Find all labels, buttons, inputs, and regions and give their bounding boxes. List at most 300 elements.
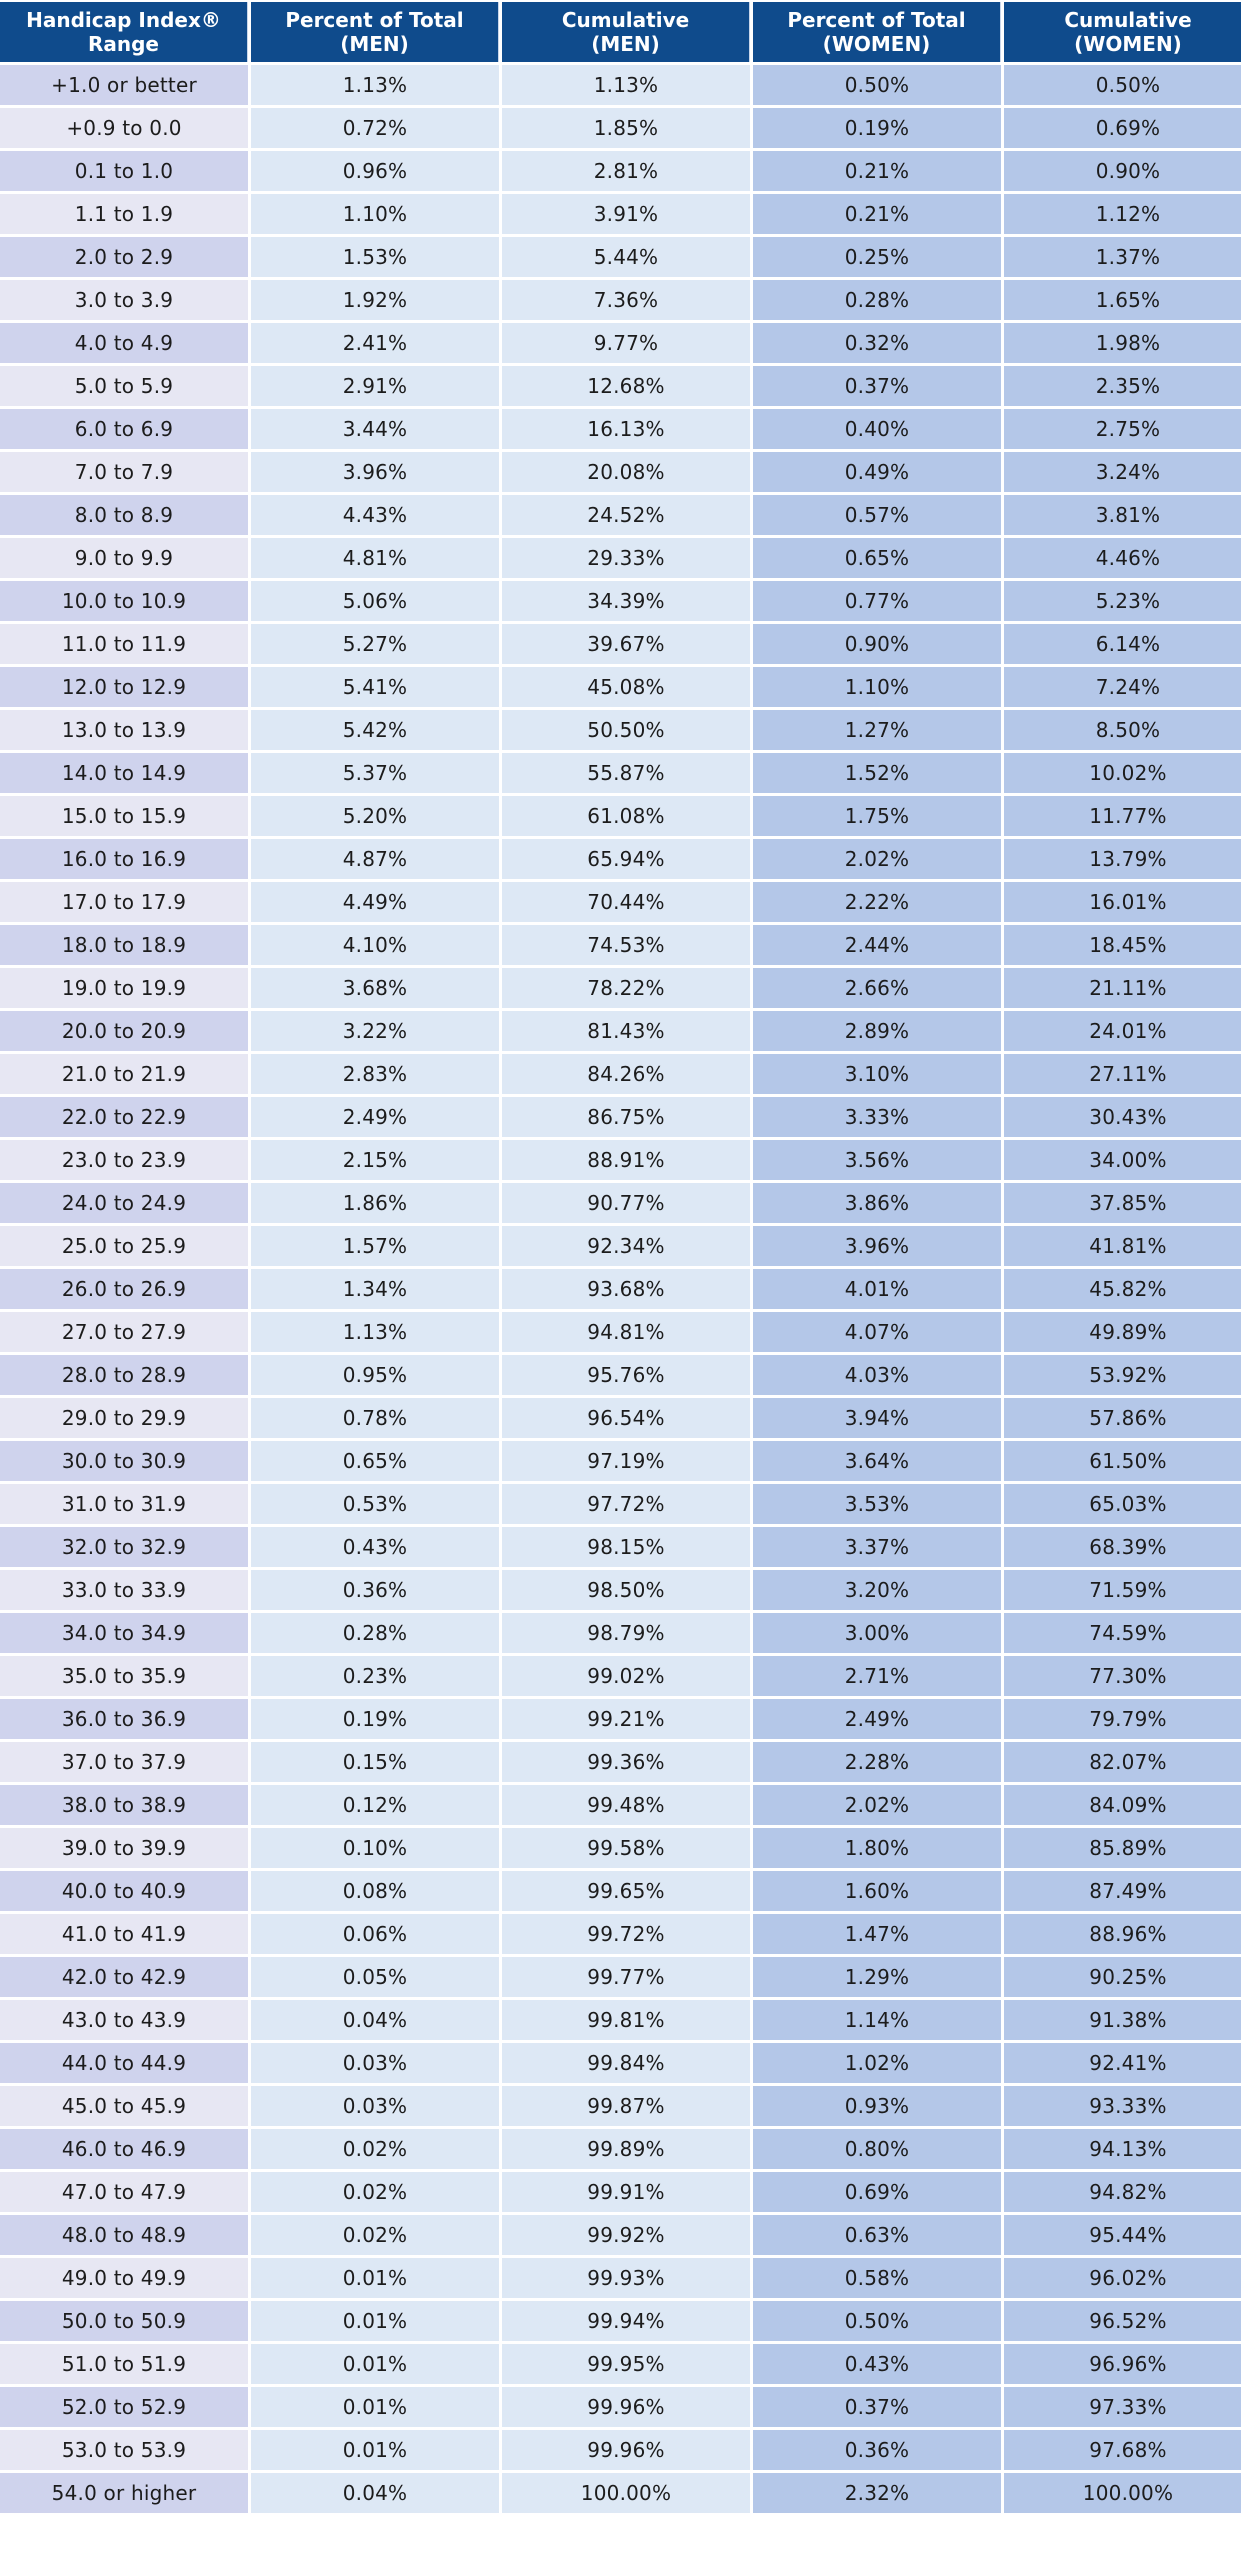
women-percent-cell: 3.33% xyxy=(753,1097,1001,1137)
women-cumulative-cell: 13.79% xyxy=(1004,839,1241,879)
men-cumulative-cell: 97.72% xyxy=(502,1484,750,1524)
men-cumulative-cell: 20.08% xyxy=(502,452,750,492)
range-cell: 28.0 to 28.9 xyxy=(0,1355,248,1395)
men-cumulative-cell: 5.44% xyxy=(502,237,750,277)
table-row xyxy=(0,1312,1241,1352)
table-row xyxy=(0,581,1241,621)
table-row xyxy=(0,839,1241,879)
women-percent-cell: 2.02% xyxy=(753,839,1001,879)
range-cell: 35.0 to 35.9 xyxy=(0,1656,248,1696)
women-cumulative-cell: 27.11% xyxy=(1004,1054,1241,1094)
women-cumulative-cell: 49.89% xyxy=(1004,1312,1241,1352)
women-percent-cell: 3.94% xyxy=(753,1398,1001,1438)
women-cumulative-cell: 96.52% xyxy=(1004,2301,1241,2341)
range-cell: 41.0 to 41.9 xyxy=(0,1914,248,1954)
men-percent-cell: 4.43% xyxy=(251,495,499,535)
men-cumulative-cell: 99.77% xyxy=(502,1957,750,1997)
women-percent-cell: 0.28% xyxy=(753,280,1001,320)
men-percent-cell: 3.22% xyxy=(251,1011,499,1051)
table-row xyxy=(0,1699,1241,1739)
range-cell: 14.0 to 14.9 xyxy=(0,753,248,793)
men-cumulative-cell: 96.54% xyxy=(502,1398,750,1438)
men-percent-cell: 5.20% xyxy=(251,796,499,836)
range-cell: +0.9 to 0.0 xyxy=(0,108,248,148)
table-row xyxy=(0,2344,1241,2384)
table-row xyxy=(0,1742,1241,1782)
table-row xyxy=(0,710,1241,750)
women-percent-cell: 0.58% xyxy=(753,2258,1001,2298)
men-percent-cell: 4.49% xyxy=(251,882,499,922)
men-percent-cell: 0.01% xyxy=(251,2430,499,2470)
men-cumulative-cell: 34.39% xyxy=(502,581,750,621)
women-cumulative-cell: 11.77% xyxy=(1004,796,1241,836)
women-percent-cell: 1.10% xyxy=(753,667,1001,707)
men-percent-cell: 0.36% xyxy=(251,1570,499,1610)
table-row xyxy=(0,2086,1241,2126)
women-cumulative-cell: 96.96% xyxy=(1004,2344,1241,2384)
women-cumulative-cell: 24.01% xyxy=(1004,1011,1241,1051)
men-cumulative-cell: 99.95% xyxy=(502,2344,750,2384)
men-cumulative-cell: 24.52% xyxy=(502,495,750,535)
table-row xyxy=(0,1527,1241,1567)
women-cumulative-cell: 91.38% xyxy=(1004,2000,1241,2040)
header-men-cumulative-line2: (MEN) xyxy=(591,32,660,56)
men-percent-cell: 0.02% xyxy=(251,2215,499,2255)
women-percent-cell: 1.60% xyxy=(753,1871,1001,1911)
men-cumulative-cell: 55.87% xyxy=(502,753,750,793)
table-row xyxy=(0,667,1241,707)
range-cell: 19.0 to 19.9 xyxy=(0,968,248,1008)
women-cumulative-cell: 92.41% xyxy=(1004,2043,1241,2083)
men-cumulative-cell: 99.81% xyxy=(502,2000,750,2040)
women-cumulative-cell: 96.02% xyxy=(1004,2258,1241,2298)
women-cumulative-cell: 2.35% xyxy=(1004,366,1241,406)
men-cumulative-cell: 98.50% xyxy=(502,1570,750,1610)
range-cell: 36.0 to 36.9 xyxy=(0,1699,248,1739)
women-percent-cell: 3.20% xyxy=(753,1570,1001,1610)
women-cumulative-cell: 21.11% xyxy=(1004,968,1241,1008)
women-cumulative-cell: 16.01% xyxy=(1004,882,1241,922)
men-cumulative-cell: 93.68% xyxy=(502,1269,750,1309)
men-cumulative-cell: 99.96% xyxy=(502,2387,750,2427)
range-cell: 38.0 to 38.9 xyxy=(0,1785,248,1825)
men-cumulative-cell: 99.91% xyxy=(502,2172,750,2212)
table-row xyxy=(0,1097,1241,1137)
women-cumulative-cell: 4.46% xyxy=(1004,538,1241,578)
women-cumulative-cell: 30.43% xyxy=(1004,1097,1241,1137)
header-range-line2: Range xyxy=(87,32,159,56)
range-cell: 7.0 to 7.9 xyxy=(0,452,248,492)
women-cumulative-cell: 1.37% xyxy=(1004,237,1241,277)
range-cell: 17.0 to 17.9 xyxy=(0,882,248,922)
table-body xyxy=(0,65,1241,2513)
men-cumulative-cell: 88.91% xyxy=(502,1140,750,1180)
table-row xyxy=(0,237,1241,277)
women-percent-cell: 2.49% xyxy=(753,1699,1001,1739)
table-row xyxy=(0,2258,1241,2298)
men-percent-cell: 1.92% xyxy=(251,280,499,320)
men-percent-cell: 4.87% xyxy=(251,839,499,879)
men-percent-cell: 0.12% xyxy=(251,1785,499,1825)
women-percent-cell: 3.86% xyxy=(753,1183,1001,1223)
women-percent-cell: 0.32% xyxy=(753,323,1001,363)
table-row xyxy=(0,882,1241,922)
range-cell: 5.0 to 5.9 xyxy=(0,366,248,406)
range-cell: 53.0 to 53.9 xyxy=(0,2430,248,2470)
men-percent-cell: 0.15% xyxy=(251,1742,499,1782)
men-cumulative-cell: 3.91% xyxy=(502,194,750,234)
table-row xyxy=(0,452,1241,492)
table-row xyxy=(0,2473,1241,2513)
men-cumulative-cell: 39.67% xyxy=(502,624,750,664)
table-row xyxy=(0,2172,1241,2212)
men-percent-cell: 2.83% xyxy=(251,1054,499,1094)
range-cell: 10.0 to 10.9 xyxy=(0,581,248,621)
table-row xyxy=(0,108,1241,148)
women-percent-cell: 1.14% xyxy=(753,2000,1001,2040)
men-percent-cell: 0.01% xyxy=(251,2387,499,2427)
women-cumulative-cell: 18.45% xyxy=(1004,925,1241,965)
women-percent-cell: 1.75% xyxy=(753,796,1001,836)
header-men-cumulative-line1: Cumulative xyxy=(561,8,690,32)
men-cumulative-cell: 99.87% xyxy=(502,2086,750,2126)
men-cumulative-cell: 99.72% xyxy=(502,1914,750,1954)
women-percent-cell: 1.29% xyxy=(753,1957,1001,1997)
men-cumulative-cell: 92.34% xyxy=(502,1226,750,1266)
men-percent-cell: 1.86% xyxy=(251,1183,499,1223)
women-cumulative-cell: 7.24% xyxy=(1004,667,1241,707)
table-row xyxy=(0,323,1241,363)
men-cumulative-cell: 74.53% xyxy=(502,925,750,965)
men-percent-cell: 5.37% xyxy=(251,753,499,793)
men-cumulative-cell: 12.68% xyxy=(502,366,750,406)
women-cumulative-cell: 37.85% xyxy=(1004,1183,1241,1223)
table-row xyxy=(0,366,1241,406)
range-cell: 45.0 to 45.9 xyxy=(0,2086,248,2126)
women-percent-cell: 0.50% xyxy=(753,65,1001,105)
men-cumulative-cell: 99.96% xyxy=(502,2430,750,2470)
men-cumulative-cell: 99.92% xyxy=(502,2215,750,2255)
table-row xyxy=(0,65,1241,105)
range-cell: 16.0 to 16.9 xyxy=(0,839,248,879)
men-cumulative-cell: 99.93% xyxy=(502,2258,750,2298)
table-row xyxy=(0,2129,1241,2169)
men-percent-cell: 0.95% xyxy=(251,1355,499,1395)
men-percent-cell: 1.13% xyxy=(251,1312,499,1352)
range-cell: 26.0 to 26.9 xyxy=(0,1269,248,1309)
men-percent-cell: 0.78% xyxy=(251,1398,499,1438)
men-cumulative-cell: 99.02% xyxy=(502,1656,750,1696)
women-percent-cell: 0.49% xyxy=(753,452,1001,492)
header-range xyxy=(0,2,248,62)
women-percent-cell: 0.65% xyxy=(753,538,1001,578)
table-row xyxy=(0,1828,1241,1868)
women-percent-cell: 3.53% xyxy=(753,1484,1001,1524)
women-percent-cell: 2.22% xyxy=(753,882,1001,922)
men-cumulative-cell: 94.81% xyxy=(502,1312,750,1352)
women-cumulative-cell: 94.82% xyxy=(1004,2172,1241,2212)
range-cell: 49.0 to 49.9 xyxy=(0,2258,248,2298)
men-percent-cell: 3.44% xyxy=(251,409,499,449)
men-cumulative-cell: 100.00% xyxy=(502,2473,750,2513)
men-cumulative-cell: 45.08% xyxy=(502,667,750,707)
table-row xyxy=(0,2387,1241,2427)
women-cumulative-cell: 53.92% xyxy=(1004,1355,1241,1395)
header-row xyxy=(0,2,1241,62)
women-percent-cell: 0.57% xyxy=(753,495,1001,535)
women-cumulative-cell: 3.24% xyxy=(1004,452,1241,492)
table-row xyxy=(0,1011,1241,1051)
header-range-line1: Handicap Index® xyxy=(26,8,221,32)
table-row xyxy=(0,1656,1241,1696)
women-percent-cell: 4.03% xyxy=(753,1355,1001,1395)
men-cumulative-cell: 70.44% xyxy=(502,882,750,922)
women-percent-cell: 2.28% xyxy=(753,1742,1001,1782)
women-cumulative-cell: 1.98% xyxy=(1004,323,1241,363)
range-cell: 32.0 to 32.9 xyxy=(0,1527,248,1567)
women-cumulative-cell: 34.00% xyxy=(1004,1140,1241,1180)
range-cell: 25.0 to 25.9 xyxy=(0,1226,248,1266)
women-percent-cell: 0.25% xyxy=(753,237,1001,277)
men-percent-cell: 0.01% xyxy=(251,2258,499,2298)
men-percent-cell: 0.08% xyxy=(251,1871,499,1911)
women-percent-cell: 0.21% xyxy=(753,151,1001,191)
men-cumulative-cell: 61.08% xyxy=(502,796,750,836)
men-percent-cell: 0.06% xyxy=(251,1914,499,1954)
range-cell: 4.0 to 4.9 xyxy=(0,323,248,363)
men-percent-cell: 1.53% xyxy=(251,237,499,277)
range-cell: 54.0 or higher xyxy=(0,2473,248,2513)
men-cumulative-cell: 95.76% xyxy=(502,1355,750,1395)
men-percent-cell: 0.02% xyxy=(251,2129,499,2169)
women-cumulative-cell: 1.12% xyxy=(1004,194,1241,234)
table-row xyxy=(0,1871,1241,1911)
table-row xyxy=(0,1957,1241,1997)
header-men-percent-line2: (MEN) xyxy=(340,32,409,56)
men-percent-cell: 0.23% xyxy=(251,1656,499,1696)
men-cumulative-cell: 86.75% xyxy=(502,1097,750,1137)
women-percent-cell: 4.07% xyxy=(753,1312,1001,1352)
women-cumulative-cell: 3.81% xyxy=(1004,495,1241,535)
table-row xyxy=(0,1183,1241,1223)
women-cumulative-cell: 87.49% xyxy=(1004,1871,1241,1911)
women-percent-cell: 3.37% xyxy=(753,1527,1001,1567)
men-percent-cell: 0.96% xyxy=(251,151,499,191)
men-cumulative-cell: 9.77% xyxy=(502,323,750,363)
table-row xyxy=(0,624,1241,664)
table-row xyxy=(0,2301,1241,2341)
range-cell: 34.0 to 34.9 xyxy=(0,1613,248,1653)
header-women-cumulative-line1: Cumulative xyxy=(1064,8,1192,32)
women-percent-cell: 2.32% xyxy=(753,2473,1001,2513)
range-cell: 18.0 to 18.9 xyxy=(0,925,248,965)
header-men-percent xyxy=(251,2,499,62)
women-percent-cell: 1.27% xyxy=(753,710,1001,750)
table-row xyxy=(0,2043,1241,2083)
women-cumulative-cell: 88.96% xyxy=(1004,1914,1241,1954)
women-cumulative-cell: 2.75% xyxy=(1004,409,1241,449)
men-cumulative-cell: 2.81% xyxy=(502,151,750,191)
men-percent-cell: 0.02% xyxy=(251,2172,499,2212)
table-row xyxy=(0,1570,1241,1610)
men-cumulative-cell: 97.19% xyxy=(502,1441,750,1481)
women-percent-cell: 2.89% xyxy=(753,1011,1001,1051)
men-percent-cell: 0.05% xyxy=(251,1957,499,1997)
women-cumulative-cell: 95.44% xyxy=(1004,2215,1241,2255)
men-cumulative-cell: 29.33% xyxy=(502,538,750,578)
range-cell: 37.0 to 37.9 xyxy=(0,1742,248,1782)
range-cell: 51.0 to 51.9 xyxy=(0,2344,248,2384)
range-cell: 44.0 to 44.9 xyxy=(0,2043,248,2083)
table-row xyxy=(0,1355,1241,1395)
women-cumulative-cell: 45.82% xyxy=(1004,1269,1241,1309)
women-cumulative-cell: 97.68% xyxy=(1004,2430,1241,2470)
men-percent-cell: 0.01% xyxy=(251,2301,499,2341)
table-row xyxy=(0,2430,1241,2470)
women-cumulative-cell: 74.59% xyxy=(1004,1613,1241,1653)
men-cumulative-cell: 1.13% xyxy=(502,65,750,105)
women-cumulative-cell: 10.02% xyxy=(1004,753,1241,793)
men-cumulative-cell: 99.36% xyxy=(502,1742,750,1782)
women-cumulative-cell: 61.50% xyxy=(1004,1441,1241,1481)
women-percent-cell: 0.36% xyxy=(753,2430,1001,2470)
women-percent-cell: 2.66% xyxy=(753,968,1001,1008)
women-percent-cell: 0.50% xyxy=(753,2301,1001,2341)
range-cell: 33.0 to 33.9 xyxy=(0,1570,248,1610)
range-cell: 1.1 to 1.9 xyxy=(0,194,248,234)
table-row xyxy=(0,1785,1241,1825)
range-cell: 30.0 to 30.9 xyxy=(0,1441,248,1481)
men-cumulative-cell: 98.79% xyxy=(502,1613,750,1653)
header-women-percent-line2: (WOMEN) xyxy=(822,32,931,56)
women-percent-cell: 0.37% xyxy=(753,2387,1001,2427)
women-percent-cell: 2.71% xyxy=(753,1656,1001,1696)
men-cumulative-cell: 78.22% xyxy=(502,968,750,1008)
men-cumulative-cell: 99.48% xyxy=(502,1785,750,1825)
men-percent-cell: 2.15% xyxy=(251,1140,499,1180)
men-cumulative-cell: 99.65% xyxy=(502,1871,750,1911)
women-cumulative-cell: 94.13% xyxy=(1004,2129,1241,2169)
range-cell: +1.0 or better xyxy=(0,65,248,105)
range-cell: 24.0 to 24.9 xyxy=(0,1183,248,1223)
men-cumulative-cell: 50.50% xyxy=(502,710,750,750)
table-row xyxy=(0,1484,1241,1524)
men-percent-cell: 5.42% xyxy=(251,710,499,750)
range-cell: 23.0 to 23.9 xyxy=(0,1140,248,1180)
women-percent-cell: 0.40% xyxy=(753,409,1001,449)
women-percent-cell: 0.77% xyxy=(753,581,1001,621)
table-row xyxy=(0,1914,1241,1954)
women-percent-cell: 3.10% xyxy=(753,1054,1001,1094)
women-percent-cell: 0.90% xyxy=(753,624,1001,664)
women-cumulative-cell: 84.09% xyxy=(1004,1785,1241,1825)
women-cumulative-cell: 71.59% xyxy=(1004,1570,1241,1610)
women-percent-cell: 1.02% xyxy=(753,2043,1001,2083)
range-cell: 8.0 to 8.9 xyxy=(0,495,248,535)
table-row xyxy=(0,1269,1241,1309)
women-percent-cell: 1.80% xyxy=(753,1828,1001,1868)
women-cumulative-cell: 5.23% xyxy=(1004,581,1241,621)
table-row xyxy=(0,538,1241,578)
table-row xyxy=(0,753,1241,793)
women-percent-cell: 4.01% xyxy=(753,1269,1001,1309)
women-cumulative-cell: 68.39% xyxy=(1004,1527,1241,1567)
men-percent-cell: 0.53% xyxy=(251,1484,499,1524)
range-cell: 43.0 to 43.9 xyxy=(0,2000,248,2040)
men-percent-cell: 1.57% xyxy=(251,1226,499,1266)
range-cell: 20.0 to 20.9 xyxy=(0,1011,248,1051)
women-percent-cell: 1.47% xyxy=(753,1914,1001,1954)
women-percent-cell: 2.44% xyxy=(753,925,1001,965)
women-percent-cell: 2.02% xyxy=(753,1785,1001,1825)
women-cumulative-cell: 8.50% xyxy=(1004,710,1241,750)
table-row xyxy=(0,925,1241,965)
range-cell: 47.0 to 47.9 xyxy=(0,2172,248,2212)
women-percent-cell: 3.64% xyxy=(753,1441,1001,1481)
men-percent-cell: 0.43% xyxy=(251,1527,499,1567)
range-cell: 50.0 to 50.9 xyxy=(0,2301,248,2341)
men-percent-cell: 0.04% xyxy=(251,2473,499,2513)
range-cell: 0.1 to 1.0 xyxy=(0,151,248,191)
women-cumulative-cell: 97.33% xyxy=(1004,2387,1241,2427)
men-percent-cell: 5.27% xyxy=(251,624,499,664)
range-cell: 22.0 to 22.9 xyxy=(0,1097,248,1137)
women-cumulative-cell: 0.69% xyxy=(1004,108,1241,148)
women-cumulative-cell: 57.86% xyxy=(1004,1398,1241,1438)
women-percent-cell: 0.19% xyxy=(753,108,1001,148)
range-cell: 42.0 to 42.9 xyxy=(0,1957,248,1997)
men-percent-cell: 3.96% xyxy=(251,452,499,492)
range-cell: 21.0 to 21.9 xyxy=(0,1054,248,1094)
women-cumulative-cell: 41.81% xyxy=(1004,1226,1241,1266)
women-cumulative-cell: 65.03% xyxy=(1004,1484,1241,1524)
men-percent-cell: 5.06% xyxy=(251,581,499,621)
women-percent-cell: 0.21% xyxy=(753,194,1001,234)
women-percent-cell: 0.93% xyxy=(753,2086,1001,2126)
men-cumulative-cell: 99.84% xyxy=(502,2043,750,2083)
men-percent-cell: 0.04% xyxy=(251,2000,499,2040)
men-cumulative-cell: 99.94% xyxy=(502,2301,750,2341)
women-percent-cell: 3.56% xyxy=(753,1140,1001,1180)
range-cell: 31.0 to 31.9 xyxy=(0,1484,248,1524)
women-percent-cell: 0.69% xyxy=(753,2172,1001,2212)
range-cell: 46.0 to 46.9 xyxy=(0,2129,248,2169)
men-percent-cell: 0.19% xyxy=(251,1699,499,1739)
men-cumulative-cell: 98.15% xyxy=(502,1527,750,1567)
women-cumulative-cell: 6.14% xyxy=(1004,624,1241,664)
range-cell: 11.0 to 11.9 xyxy=(0,624,248,664)
men-percent-cell: 4.81% xyxy=(251,538,499,578)
women-cumulative-cell: 1.65% xyxy=(1004,280,1241,320)
women-percent-cell: 0.80% xyxy=(753,2129,1001,2169)
range-cell: 9.0 to 9.9 xyxy=(0,538,248,578)
men-percent-cell: 4.10% xyxy=(251,925,499,965)
women-cumulative-cell: 82.07% xyxy=(1004,1742,1241,1782)
table-row xyxy=(0,1226,1241,1266)
range-cell: 39.0 to 39.9 xyxy=(0,1828,248,1868)
men-cumulative-cell: 81.43% xyxy=(502,1011,750,1051)
men-percent-cell: 0.03% xyxy=(251,2086,499,2126)
range-cell: 2.0 to 2.9 xyxy=(0,237,248,277)
men-percent-cell: 5.41% xyxy=(251,667,499,707)
table-row xyxy=(0,1441,1241,1481)
range-cell: 40.0 to 40.9 xyxy=(0,1871,248,1911)
header-women-percent xyxy=(753,2,1001,62)
women-cumulative-cell: 85.89% xyxy=(1004,1828,1241,1868)
men-cumulative-cell: 90.77% xyxy=(502,1183,750,1223)
men-percent-cell: 0.28% xyxy=(251,1613,499,1653)
women-percent-cell: 0.43% xyxy=(753,2344,1001,2384)
